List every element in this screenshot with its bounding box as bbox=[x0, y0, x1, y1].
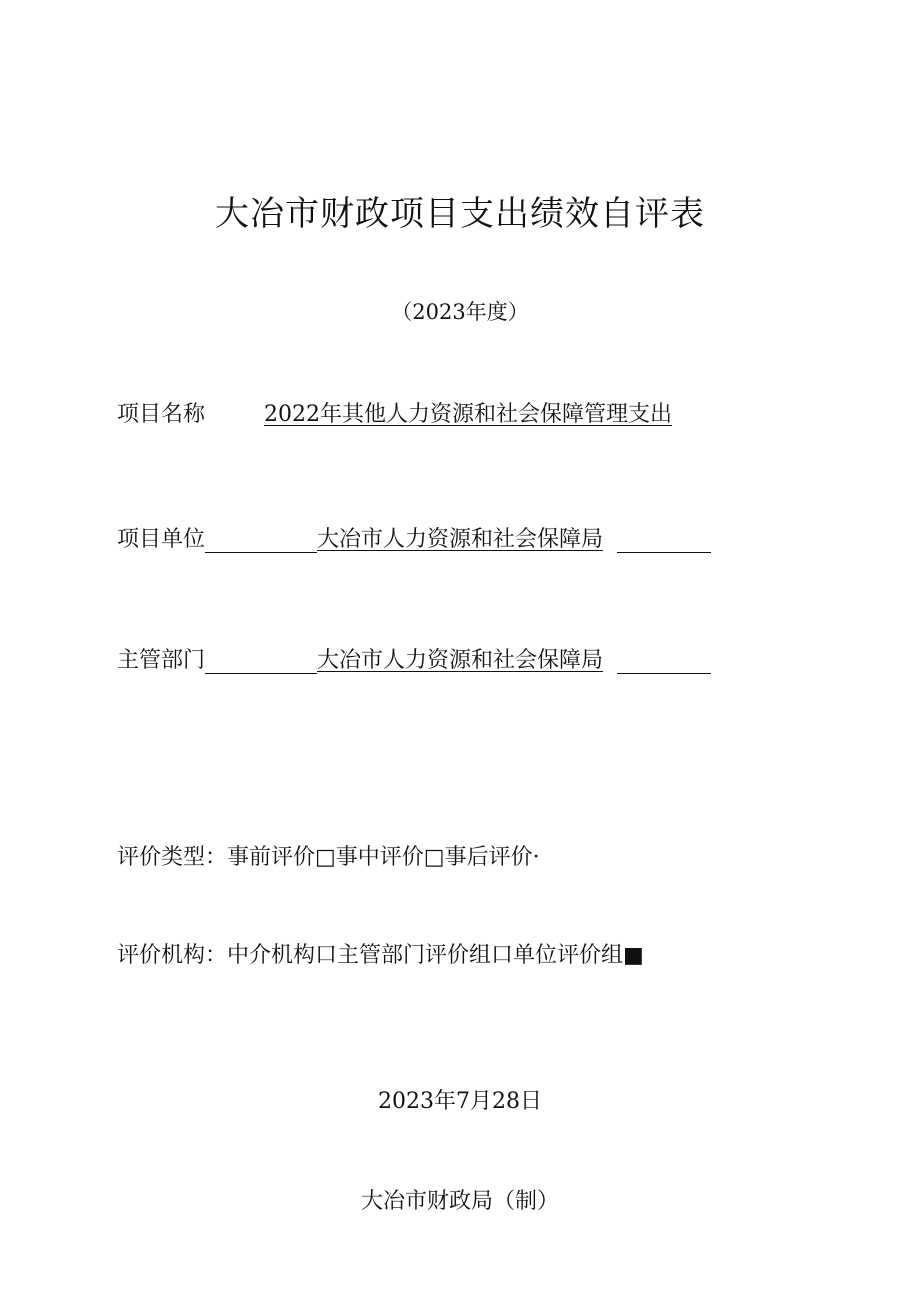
document-year: （2023年度） bbox=[391, 300, 529, 324]
project-name-row bbox=[117, 397, 672, 428]
underline-blank bbox=[617, 649, 711, 674]
project-name-value: 2022年其他人力资源和社会保障管理支出 bbox=[264, 402, 672, 427]
supervising-dept-label: 主管部门 bbox=[117, 648, 206, 673]
project-unit-row bbox=[117, 522, 711, 553]
underline-blank bbox=[205, 649, 317, 674]
project-unit-value: 大冶市人力资源和社会保障局 bbox=[317, 527, 604, 552]
supervising-dept-value: 大冶市人力资源和社会保障局 bbox=[317, 648, 604, 673]
underline-blank bbox=[617, 528, 711, 553]
supervising-dept-row bbox=[117, 643, 711, 674]
evaluation-org: 评价机构：中介机构口主管部门评价组口单位评价组■ bbox=[117, 943, 644, 968]
project-name-label: 项目名称 bbox=[117, 402, 206, 427]
document-issuer: 大冶市财政局（制） bbox=[360, 1189, 559, 1214]
evaluation-type: 评价类型：事前评价□事中评价□事后评价· bbox=[117, 845, 540, 870]
document-date: 2023年7月28日 bbox=[378, 1089, 542, 1114]
project-unit-label: 项目单位 bbox=[117, 527, 206, 552]
underline-blank bbox=[205, 528, 317, 553]
document-title: 大冶市财政项目支出绩效自评表 bbox=[215, 194, 705, 234]
